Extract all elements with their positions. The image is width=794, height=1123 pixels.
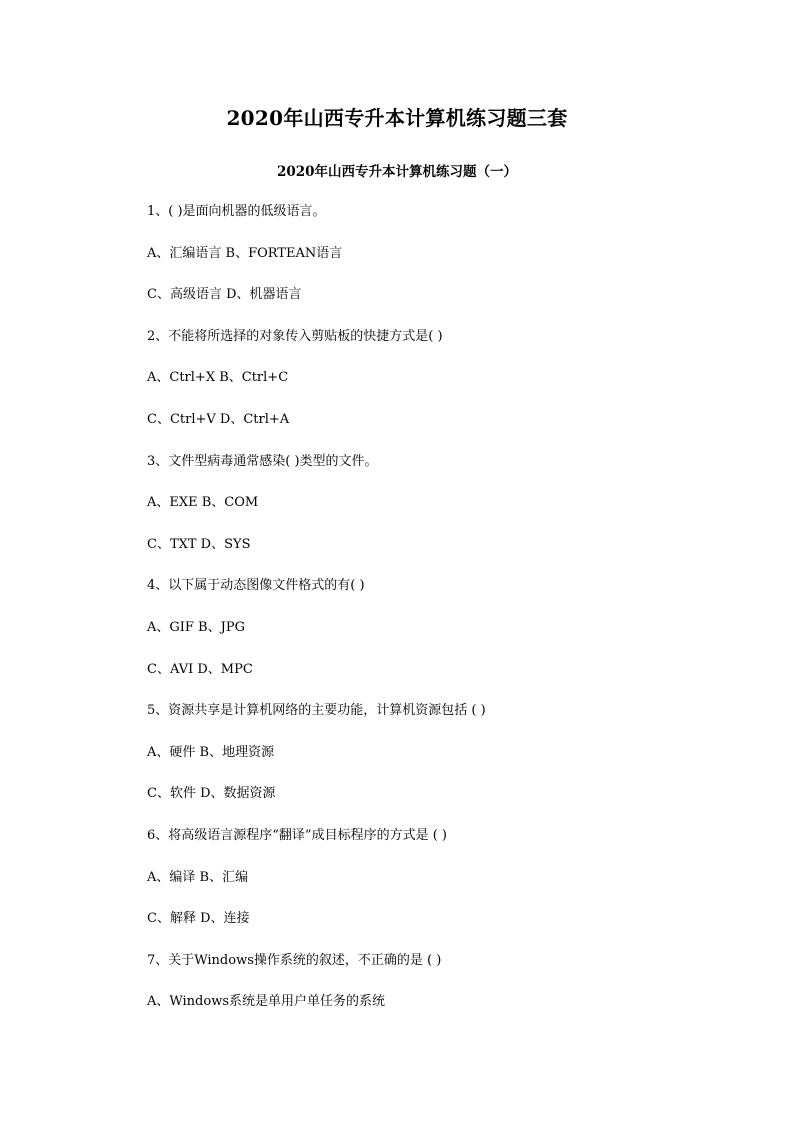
question-3-options-ab: A、EXE B、COM	[147, 495, 259, 511]
question-2-options-cd: C、Ctrl+V D、Ctrl+A	[147, 411, 290, 427]
question-3: 3、文件型病毒通常感染( )类型的文件。	[147, 453, 378, 469]
question-4-options-cd: C、AVI D、MPC	[147, 661, 253, 677]
question-1: 1、( )是面向机器的低级语言。	[147, 204, 326, 219]
section-subtitle: 2020年山西专升本计算机练习题（一）	[276, 164, 518, 180]
question-1-options-ab: A、汇编语言 B、FORTEAN语言	[147, 245, 343, 261]
question-2-options-ab: A、Ctrl+X B、Ctrl+C	[147, 370, 289, 386]
question-list	[147, 202, 747, 1034]
question-5-options-ab: A、硬件 B、地理资源	[147, 744, 275, 760]
question-1-options-cd: C、高级语言 D、机器语言	[147, 287, 302, 303]
question-4: 4、以下属于动态图像文件格式的有( )	[147, 578, 365, 594]
question-6: 6、将高级语言源程序“翻译”成目标程序的方式是 ( )	[147, 827, 447, 843]
question-4-options-ab: A、GIF B、JPG	[147, 619, 245, 635]
question-6-options-cd: C、解释 D、连接	[147, 911, 250, 927]
question-3-options-cd: C、TXT D、SYS	[147, 536, 251, 552]
question-7-option-a: A、Windows系统是单用户单任务的系统	[147, 994, 385, 1010]
document-title: 2020年山西专升本计算机练习题三套	[226, 106, 568, 130]
question-6-options-ab: A、编译 B、汇编	[147, 869, 249, 885]
question-5-options-cd: C、软件 D、数据资源	[147, 786, 276, 802]
question-5: 5、资源共享是计算机网络的主要功能，计算机资源包括 ( )	[147, 703, 486, 719]
question-7: 7、关于Windows操作系统的叙述，不正确的是 ( )	[147, 952, 442, 968]
question-2: 2、不能将所选择的对象传入剪贴板的快捷方式是( )	[147, 328, 443, 344]
